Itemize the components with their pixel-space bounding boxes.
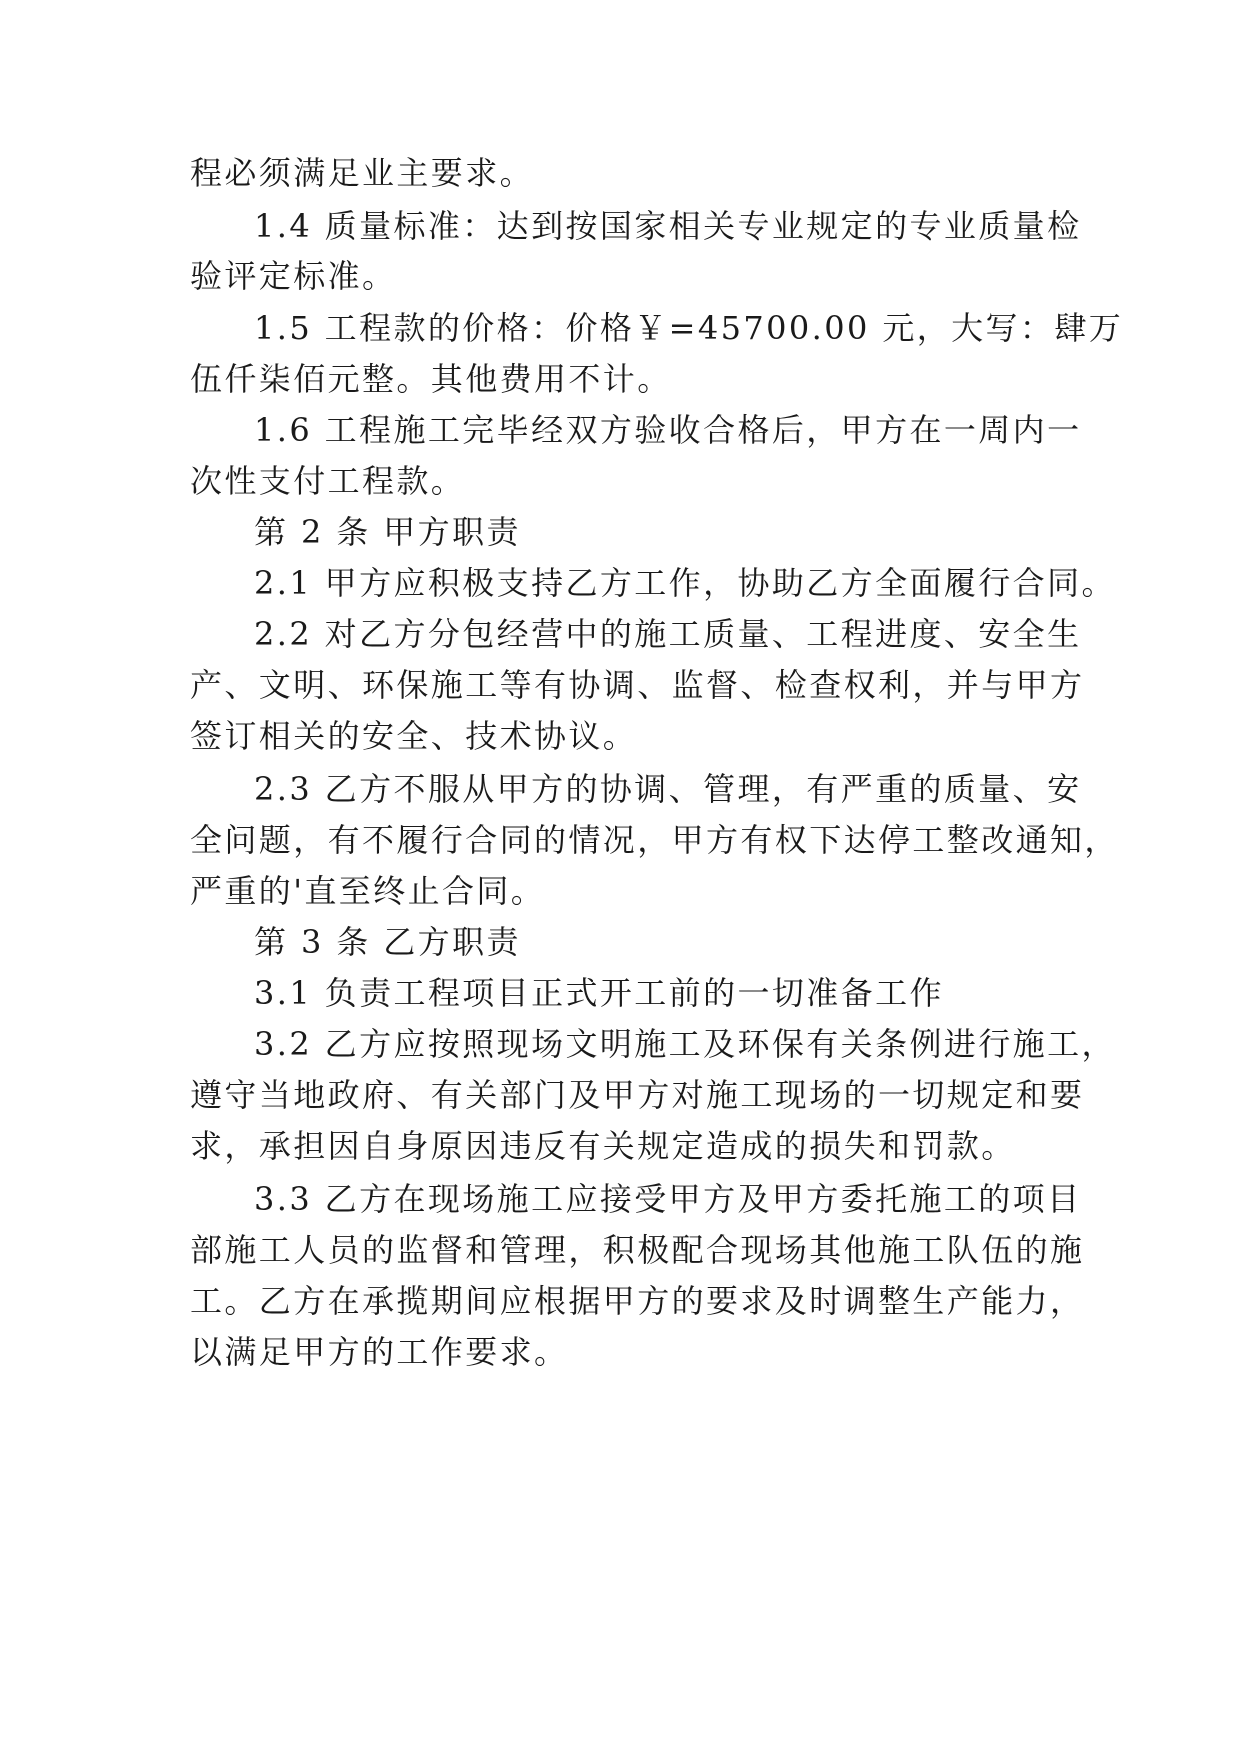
text-line: 伍仟柒佰元整。其他费用不计。 — [190, 360, 672, 398]
text-line: 3.1 负责工程项目正式开工前的一切准备工作 — [254, 974, 944, 1012]
text-line: 3.3 乙方在现场施工应接受甲方及甲方委托施工的项目 — [254, 1180, 1082, 1218]
text-line: 以满足甲方的工作要求。 — [190, 1333, 569, 1371]
text-line: 产、文明、环保施工等有协调、监督、检查权利，并与甲方 — [190, 666, 1085, 704]
text-line: 1.5 工程款的价格：价格￥=45700.00 元，大写：肆万 — [254, 309, 1124, 347]
text-line: 1.4 质量标准：达到按国家相关专业规定的专业质量检 — [254, 207, 1082, 245]
text-line: 2.3 乙方不服从甲方的协调、管理，有严重的质量、安 — [254, 770, 1082, 808]
text-line: 严重的'直至终止合同。 — [190, 872, 546, 910]
text-line: 次性支付工程款。 — [190, 462, 466, 500]
text-line: 工。乙方在承揽期间应根据甲方的要求及时调整生产能力， — [190, 1282, 1085, 1320]
text-line: 2.1 甲方应积极支持乙方工作，协助乙方全面履行合同。 — [254, 564, 1116, 602]
text-line: 2.2 对乙方分包经营中的施工质量、工程进度、安全生 — [254, 615, 1082, 653]
text-line: 遵守当地政府、有关部门及甲方对施工现场的一切规定和要 — [190, 1076, 1085, 1114]
text-line: 签订相关的安全、技术协议。 — [190, 717, 638, 755]
text-line: 1.6 工程施工完毕经双方验收合格后，甲方在一周内一 — [254, 411, 1082, 449]
text-line: 全问题，有不履行合同的情况，甲方有权下达停工整改通知， — [190, 821, 1119, 859]
text-line: 程必须满足业主要求。 — [190, 154, 535, 192]
section-heading: 第 2 条 甲方职责 — [254, 513, 521, 551]
text-line: 部施工人员的监督和管理，积极配合现场其他施工队伍的施 — [190, 1231, 1085, 1269]
text-line: 求，承担因自身原因违反有关规定造成的损失和罚款。 — [190, 1127, 1016, 1165]
section-heading: 第 3 条 乙方职责 — [254, 923, 521, 961]
text-line: 3.2 乙方应按照现场文明施工及环保有关条例进行施工， — [254, 1025, 1116, 1063]
text-line: 验评定标准。 — [190, 257, 397, 295]
